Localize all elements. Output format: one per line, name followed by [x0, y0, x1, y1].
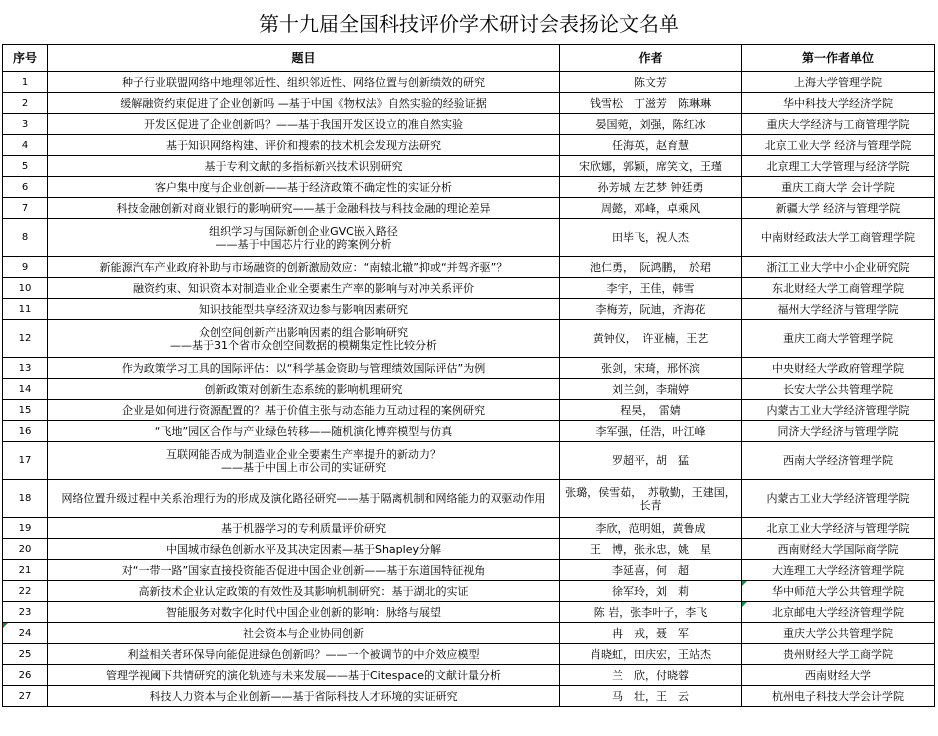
cell-no[interactable]: 21 [3, 560, 48, 581]
cell-author[interactable]: 黄钟仪， 许亚楠，王艺 [560, 320, 742, 358]
cell-author[interactable]: 王 博，张永忠，姚 星 [560, 539, 742, 560]
table-row [3, 602, 935, 623]
cell-topic[interactable]: 智能服务对数字化时代中国企业创新的影响：脉络与展望 [48, 602, 560, 623]
cell-author[interactable]: 冉 戎，聂 军 [560, 623, 742, 644]
table-row [3, 518, 935, 539]
cell-topic[interactable]: 基于机器学习的专利质量评价研究 [48, 518, 560, 539]
table-row [3, 114, 935, 135]
cell-no[interactable]: 1 [3, 72, 48, 93]
header-author: 作者 [560, 45, 742, 72]
cell-no[interactable]: 4 [3, 135, 48, 156]
header-row [3, 45, 935, 72]
cell-unit[interactable]: 北京工业大学 经济与管理学院 [742, 135, 935, 156]
cell-author[interactable]: 池仁勇， 阮鸿鹏， 於珺 [560, 257, 742, 278]
cell-topic[interactable]: 知识技能型共享经济双边参与影响因素研究 [48, 299, 560, 320]
table-row [3, 135, 935, 156]
cell-author[interactable]: 李军强，任浩，叶江峰 [560, 421, 742, 442]
cell-topic[interactable]: 基于专利文献的多指标新兴技术识别研究 [48, 156, 560, 177]
header-unit: 第一作者单位 [742, 45, 935, 72]
cell-topic[interactable]: 种子行业联盟网络中地理邻近性、组织邻近性、网络位置与创新绩效的研究 [48, 72, 560, 93]
cell-unit[interactable]: 大连理工大学经济管理学院 [742, 560, 935, 581]
cell-author[interactable]: 李梅芳，阮迪，齐海花 [560, 299, 742, 320]
cell-topic[interactable]: 开发区促进了企业创新吗？——基于我国开发区设立的准自然实验 [48, 114, 560, 135]
cell-no[interactable]: 20 [3, 539, 48, 560]
cell-topic[interactable]: 作为政策学习工具的国际评估：以“科学基金资助与管理绩效国际评估”为例 [48, 358, 560, 379]
table-row [3, 539, 935, 560]
cell-unit[interactable]: 福州大学经济与管理学院 [742, 299, 935, 320]
cell-no[interactable]: 16 [3, 421, 48, 442]
cell-author[interactable]: 田毕飞，祝人杰 [560, 219, 742, 257]
cell-unit[interactable]: 北京邮电大学经济管理学院 [742, 602, 935, 623]
cell-topic[interactable]: 社会资本与企业协同创新 [48, 623, 560, 644]
cell-author[interactable]: 孙芳城 左艺梦 钟廷勇 [560, 177, 742, 198]
cell-no[interactable]: 3 [3, 114, 48, 135]
cell-topic[interactable]: 融资约束、知识资本对制造业企业全要素生产率的影响与对冲关系评价 [48, 278, 560, 299]
cell-topic[interactable]: 高新技术企业认定政策的有效性及其影响机制研究：基于湖北的实证 [48, 581, 560, 602]
cell-author[interactable]: 马 壮，王 云 [560, 686, 742, 707]
header-no: 序号 [3, 45, 48, 72]
cell-unit[interactable]: 华中科技大学经济学院 [742, 93, 935, 114]
cell-author[interactable]: 宋欣娜，郭颖，席笑文，王瑾 [560, 156, 742, 177]
cell-no[interactable]: 12 [3, 320, 48, 358]
cell-no[interactable]: 11 [3, 299, 48, 320]
cell-no[interactable]: 22 [3, 581, 48, 602]
cell-author[interactable]: 罗超平，胡 猛 [560, 442, 742, 480]
table-row [3, 156, 935, 177]
table-row [3, 665, 935, 686]
cell-topic[interactable]: 互联网能否成为制造业企业全要素生产率提升的新动力？ ——基于中国上市公司的实证研究 [48, 442, 560, 480]
cell-no[interactable]: 8 [3, 219, 48, 257]
cell-topic[interactable]: 客户集中度与企业创新——基于经济政策不确定性的实证分析 [48, 177, 560, 198]
cell-topic[interactable]: 创新政策对创新生态系统的影响机理研究 [48, 379, 560, 400]
cell-author[interactable]: 兰 欣，付晓蓉 [560, 665, 742, 686]
cell-topic[interactable]: 基于知识网络构建、评价和搜索的技术机会发现方法研究 [48, 135, 560, 156]
table-row [3, 379, 935, 400]
table-row [3, 93, 935, 114]
cell-author[interactable]: 张璐，侯雪茹， 苏敬勤，王建国，长青 [560, 480, 742, 518]
table-row [3, 358, 935, 379]
table-row [3, 257, 935, 278]
cell-no[interactable]: 15 [3, 400, 48, 421]
cell-no[interactable]: 6 [3, 177, 48, 198]
table-row [3, 644, 935, 665]
cell-unit[interactable]: 重庆大学公共管理学院 [742, 623, 935, 644]
table-row [3, 560, 935, 581]
cell-author[interactable]: 程昊， 雷婧 [560, 400, 742, 421]
cell-unit[interactable]: 北京工业大学经济与管理学院 [742, 518, 935, 539]
cell-unit[interactable]: 同济大学经济与管理学院 [742, 421, 935, 442]
cell-unit[interactable]: 新疆大学 经济与管理学院 [742, 198, 935, 219]
cell-unit[interactable]: 重庆工商大学管理学院 [742, 320, 935, 358]
cell-topic[interactable]: 管理学视阈下共情研究的演化轨迹与未来发展——基于Citespace的文献计量分析 [48, 665, 560, 686]
cell-no[interactable]: 25 [3, 644, 48, 665]
table-row [3, 299, 935, 320]
cell-unit[interactable]: 内蒙古工业大学经济管理学院 [742, 480, 935, 518]
cell-unit[interactable]: 西南大学经济管理学院 [742, 442, 935, 480]
cell-author[interactable]: 钱雪松 丁滋芳 陈琳琳 [560, 93, 742, 114]
cell-topic[interactable]: 科技人力资本与企业创新——基于省际科技人才环境的实证研究 [48, 686, 560, 707]
table-row [3, 320, 935, 358]
cell-author[interactable]: 肖晓虹，田庆宏，王站杰 [560, 644, 742, 665]
cell-no[interactable]: 17 [3, 442, 48, 480]
table-row [3, 623, 935, 644]
cell-no[interactable]: 5 [3, 156, 48, 177]
cell-no[interactable]: 23 [3, 602, 48, 623]
table-row [3, 400, 935, 421]
cell-unit[interactable]: 北京理工大学管理与经济学院 [742, 156, 935, 177]
cell-author[interactable]: 李欣，范明姐，黄鲁成 [560, 518, 742, 539]
cell-unit[interactable]: 内蒙古工业大学经济管理学院 [742, 400, 935, 421]
cell-no[interactable]: 2 [3, 93, 48, 114]
cell-author[interactable]: 任海英，赵育慧 [560, 135, 742, 156]
cell-author[interactable]: 晏国菀，刘强，陈红冰 [560, 114, 742, 135]
table-row [3, 219, 935, 257]
table-row [3, 278, 935, 299]
table-row [3, 198, 935, 219]
cell-unit[interactable]: 浙江工业大学中小企业研究院 [742, 257, 935, 278]
cell-unit[interactable]: 东北财经大学工商管理学院 [742, 278, 935, 299]
cell-topic[interactable]: “飞地”园区合作与产业绿色转移——随机演化博弈模型与仿真 [48, 421, 560, 442]
table-row [3, 421, 935, 442]
cell-topic[interactable]: 新能源汽车产业政府补助与市场融资的创新激励效应：“南辕北辙”抑或“并驾齐驱”？ [48, 257, 560, 278]
cell-author[interactable]: 李延喜，何 超 [560, 560, 742, 581]
cell-unit[interactable]: 上海大学管理学院 [742, 72, 935, 93]
cell-unit[interactable]: 贵州财经大学工商学院 [742, 644, 935, 665]
cell-no[interactable]: 26 [3, 665, 48, 686]
cell-topic[interactable]: 组织学习与国际新创企业GVC嵌入路径 ——基于中国芯片行业的跨案例分析 [48, 219, 560, 257]
cell-unit[interactable]: 重庆大学经济与工商管理学院 [742, 114, 935, 135]
cell-author[interactable]: 陈 岩，张李叶子，李飞 [560, 602, 742, 623]
paper-list-table [2, 44, 935, 707]
cell-unit[interactable]: 中央财经大学政府管理学院 [742, 358, 935, 379]
cell-topic[interactable]: 科技金融创新对商业银行的影响研究——基于金融科技与科技金融的理论差异 [48, 198, 560, 219]
cell-no[interactable]: 10 [3, 278, 48, 299]
cell-topic[interactable]: 网络位置升级过程中关系治理行为的形成及演化路径研究——基于隔离机制和网络能力的双驱动作用 [48, 480, 560, 518]
table-row [3, 480, 935, 518]
cell-author[interactable]: 周懿，邓峰，卓乘风 [560, 198, 742, 219]
cell-topic[interactable]: 对“一带一路”国家直接投资能否促进中国企业创新——基于东道国特征视角 [48, 560, 560, 581]
table-row [3, 686, 935, 707]
page-title: 第十九届全国科技评价学术研讨会表扬论文名单 [259, 11, 679, 36]
cell-no[interactable]: 14 [3, 379, 48, 400]
cell-author[interactable]: 李宇，王佳，韩雪 [560, 278, 742, 299]
cell-author[interactable]: 徐军玲，刘 莉 [560, 581, 742, 602]
table-row [3, 177, 935, 198]
cell-topic[interactable]: 中国城市绿色创新水平及其决定因素—基于Shapley分解 [48, 539, 560, 560]
table-row [3, 72, 935, 93]
cell-author[interactable]: 张剑，宋琦，邢怀滨 [560, 358, 742, 379]
cell-author[interactable]: 刘兰剑，李瑞婷 [560, 379, 742, 400]
cell-topic[interactable]: 利益相关者环保导向能促进绿色创新吗？——一个被调节的中介效应模型 [48, 644, 560, 665]
cell-no[interactable]: 7 [3, 198, 48, 219]
cell-unit[interactable]: 杭州电子科技大学会计学院 [742, 686, 935, 707]
cell-unit[interactable]: 西南财经大学 [742, 665, 935, 686]
cell-unit[interactable]: 重庆工商大学 会计学院 [742, 177, 935, 198]
cell-unit[interactable]: 西南财经大学国际商学院 [742, 539, 935, 560]
cell-no[interactable]: 13 [3, 358, 48, 379]
cell-no[interactable]: 19 [3, 518, 48, 539]
cell-topic[interactable]: 缓解融资约束促进了企业创新吗 —基于中国《物权法》自然实验的经验证据 [48, 93, 560, 114]
cell-unit[interactable]: 中南财经政法大学工商管理学院 [742, 219, 935, 257]
cell-topic[interactable]: 众创空间创新产出影响因素的组合影响研究 ——基于31个省市众创空间数据的模糊集定性比较分析 [48, 320, 560, 358]
table-row [3, 442, 935, 480]
cell-topic[interactable]: 企业是如何进行资源配置的？基于价值主张与动态能力互动过程的案例研究 [48, 400, 560, 421]
header-topic: 题目 [48, 45, 560, 72]
cell-no[interactable]: 27 [3, 686, 48, 707]
cell-unit[interactable]: 华中师范大学公共管理学院 [742, 581, 935, 602]
cell-no[interactable]: 9 [3, 257, 48, 278]
cell-unit[interactable]: 长安大学公共管理学院 [742, 379, 935, 400]
cell-no[interactable]: 24 [3, 623, 48, 644]
cell-author[interactable]: 陈文芳 [560, 72, 742, 93]
table-row [3, 581, 935, 602]
cell-no[interactable]: 18 [3, 480, 48, 518]
